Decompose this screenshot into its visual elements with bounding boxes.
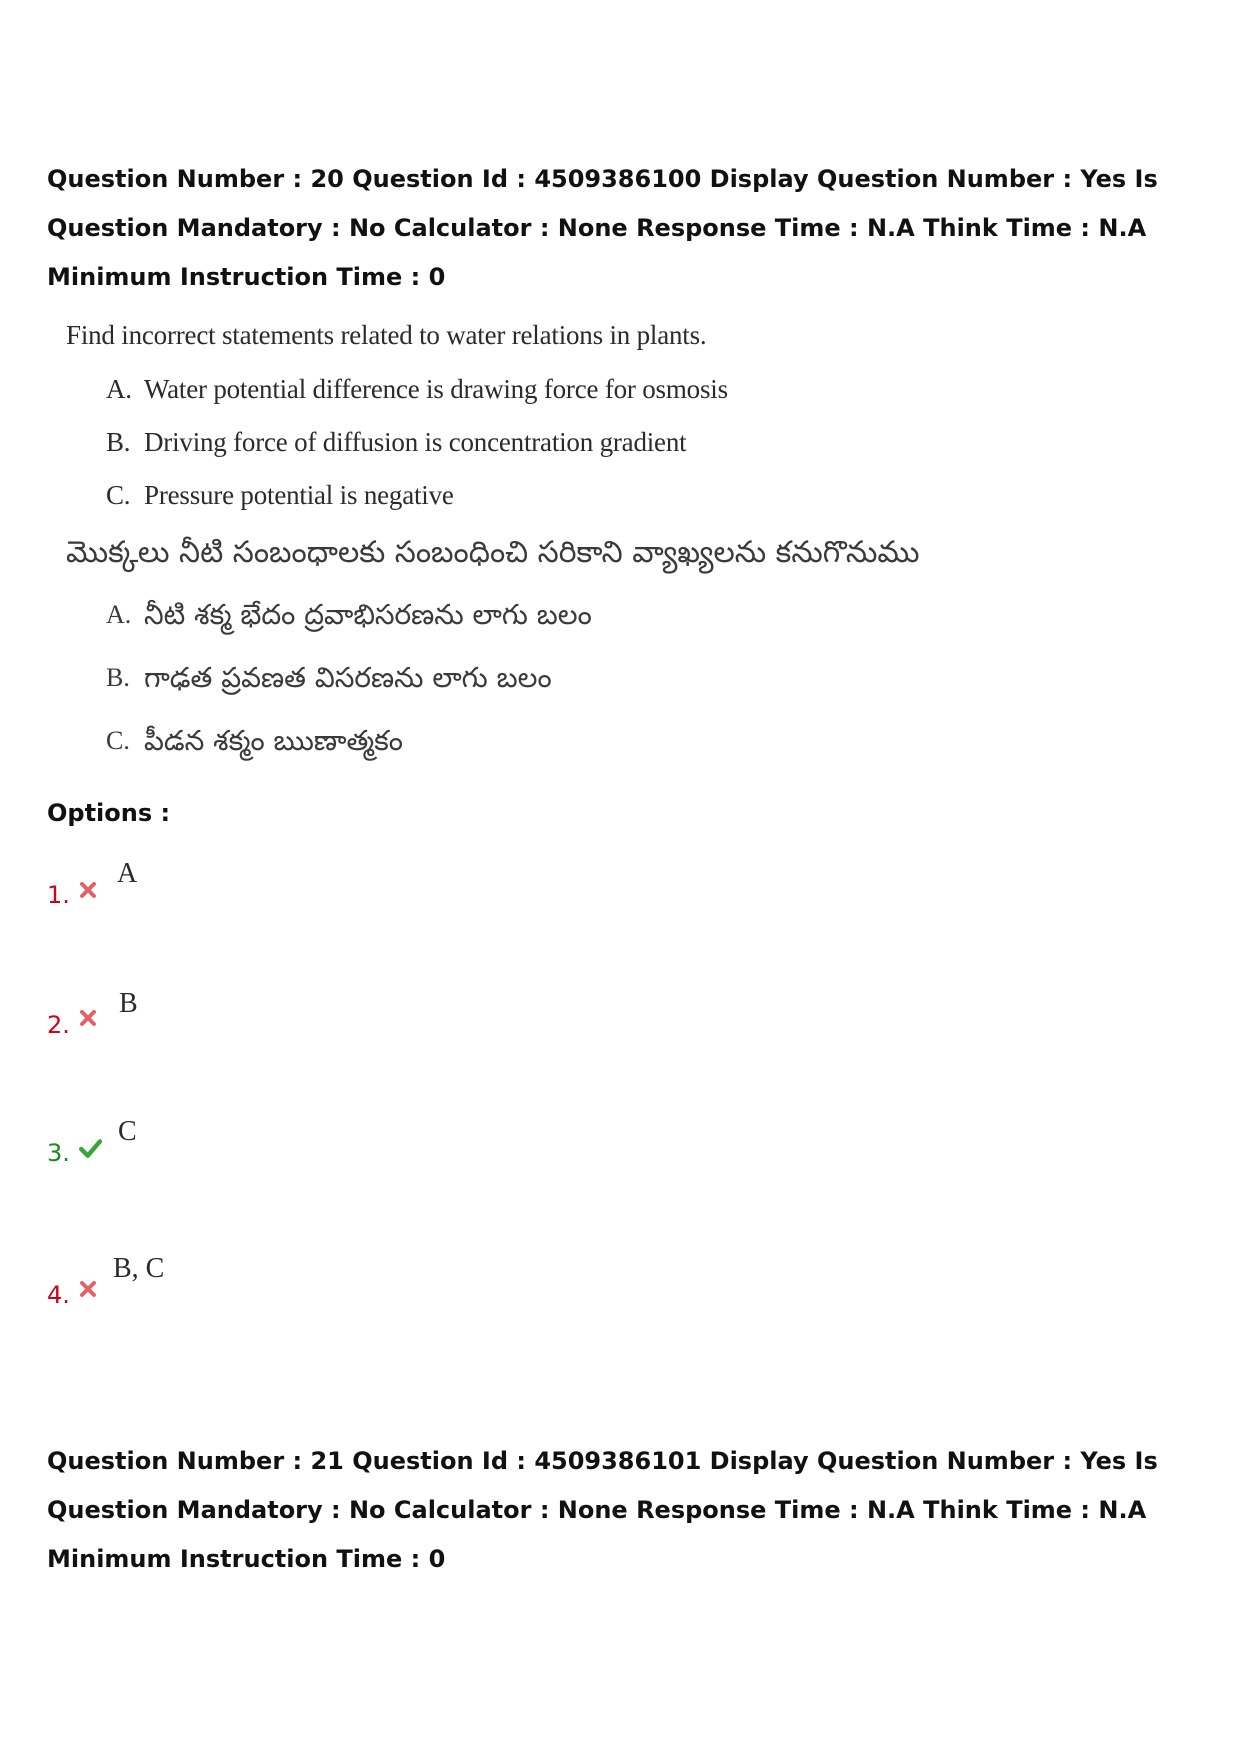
- statement-text: గాఢత ప్రవణత విసరణను లాగు బలం: [144, 661, 552, 694]
- statement-letter: B.: [106, 427, 131, 457]
- question-20-metadata: Question Number : 20 Question Id : 4509386100 Display Question Number : Yes Is Question Mandatory : No Calculator : None Response Time : N.A Think Time : N.A Minimum Instruction Time : 0: [47, 165, 1158, 291]
- statement-a-telugu: [106, 593, 966, 637]
- statement-text: నీటి శక్మ భేదం ద్రవాభిసరణను లాగు బలం: [144, 598, 592, 631]
- statement-letter: C.: [106, 726, 130, 755]
- option-text: B: [119, 988, 138, 1019]
- statement-text: Driving force of diffusion is concentration gradient: [144, 427, 687, 457]
- option-text: C: [118, 1116, 137, 1147]
- cross-icon: [78, 880, 98, 900]
- statement-text: Water potential difference is drawing force for osmosis: [144, 374, 728, 404]
- statement-text: పీడన శక్మం ఋణాత్మకం: [144, 724, 403, 757]
- statement-letter: C.: [106, 480, 131, 510]
- option-number: 2.: [47, 1011, 70, 1039]
- statement-b-telugu: [106, 656, 966, 700]
- check-icon: [78, 1137, 102, 1159]
- statement-c-telugu: [106, 719, 966, 763]
- question-20-figure: [66, 318, 966, 782]
- statement-text: Pressure potential is negative: [144, 480, 454, 510]
- statement-letter: A.: [106, 600, 132, 629]
- option-number: 4.: [47, 1281, 70, 1309]
- option-number: 1.: [47, 881, 70, 909]
- cross-icon: [78, 1279, 98, 1299]
- statement-letter: B.: [106, 663, 130, 692]
- statement-a-english: [106, 372, 966, 406]
- option-text: B, C: [113, 1253, 165, 1284]
- option-text: A: [117, 858, 138, 889]
- statement-c-english: [106, 478, 966, 512]
- option-number: 3.: [47, 1139, 70, 1167]
- question-stem-english: Find incorrect statements related to water relations in plants.: [66, 320, 707, 350]
- statement-b-english: [106, 425, 966, 459]
- cross-icon: [78, 1008, 98, 1028]
- question-stem-telugu: మొక్కలు నీటి సంబంధాలకు సంబంధించి సరికాని వ్యాఖ్యలను కనుగొనుము: [66, 535, 920, 570]
- options-heading: Options :: [47, 799, 171, 827]
- question-21-metadata: Question Number : 21 Question Id : 4509386101 Display Question Number : Yes Is Question Mandatory : No Calculator : None Response Time : N.A Think Time : N.A Minimum Instruction Time : 0: [47, 1447, 1158, 1573]
- statement-letter: A.: [106, 374, 132, 404]
